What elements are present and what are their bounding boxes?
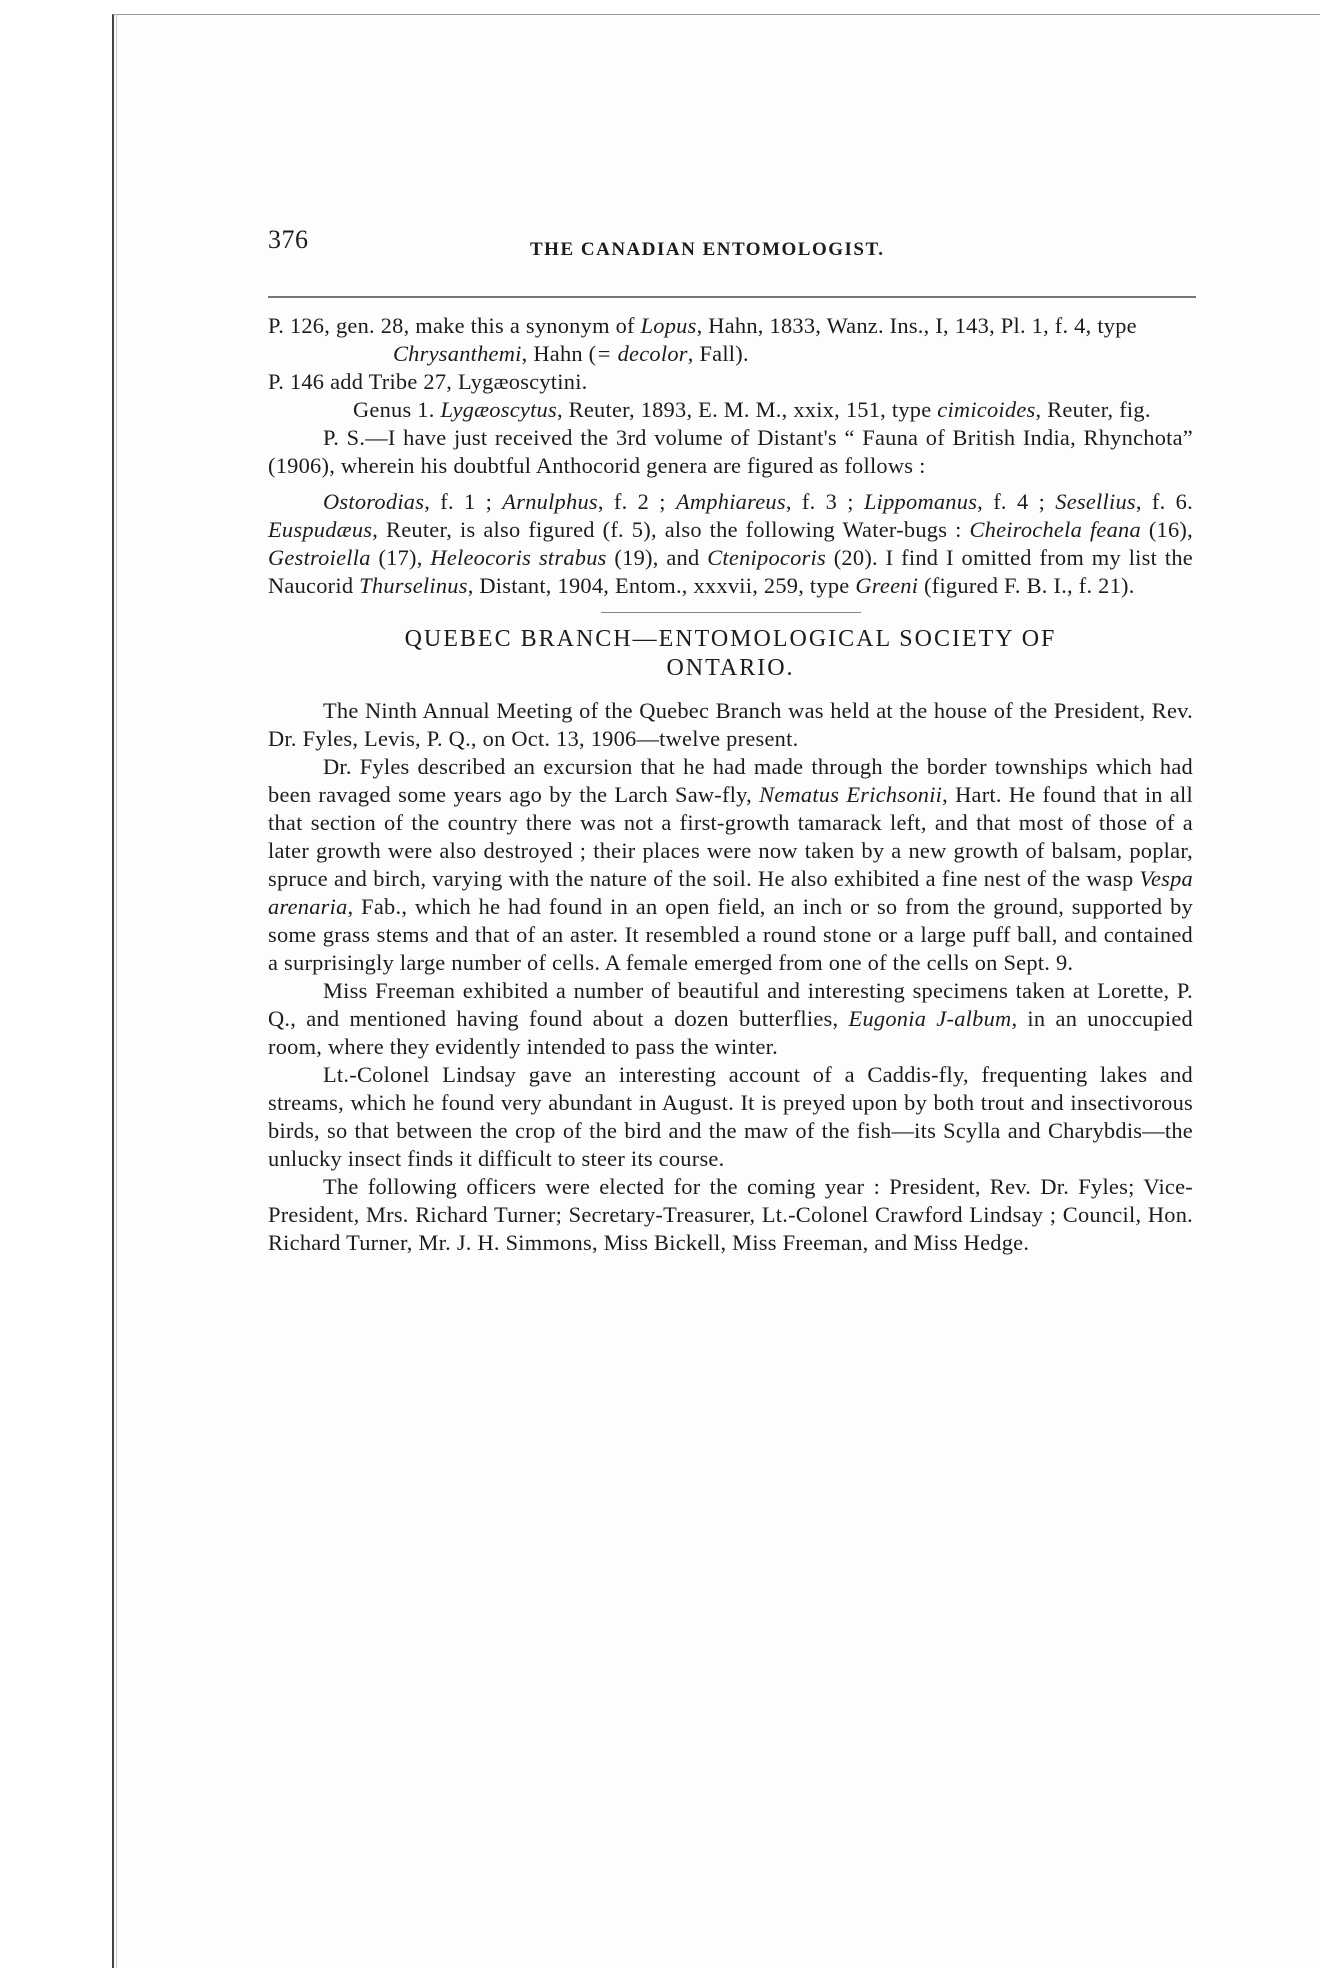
article-paragraph: Dr. Fyles described an excursion that he had made through the border townships which had been ravaged some years ago by the Larch Saw-fly, Nematus Erichsonii, Hart. He found that in all that section of the country there was not a first-growth tamarack left, and that most of those of a later growth were also destroyed ; their places were now taken by a new growth of balsam, poplar, spruce and birch, varying with the nature of the soil. He also exhibited a fine nest of the wasp Vespa arenaria, Fab., which he had found in an open field, an inch or so from the ground, supported by some grass stems and that of an aster. It resembled a round stone or a large puff ball, and contained a surprisingly large number of cells. A female emerged from one of the cells on Sept. 9.: [268, 754, 1193, 975]
article-heading: QUEBEC BRANCH—ENTOMOLOGICAL SOCIETY OF ONTARIO.: [404, 626, 1057, 681]
section-divider: [601, 612, 861, 613]
article-paragraph: Miss Freeman exhibited a number of beautiful and interesting specimens taken at Lorette, P. Q., and mentioned having found about a dozen butterflies, Eugonia J-album, in an unoccupied room, where they evidently intended to pass the winter.: [268, 978, 1193, 1059]
species-name: Eugonia J-album: [848, 1006, 1012, 1031]
page-body: [268, 312, 1193, 1257]
note-genera-list: Ostorodias, f. 1 ; Arnulphus, f. 2 ; Amphiareus, f. 3 ; Lippomanus, f. 4 ; Sesellius, f. 6. Euspudæus, Reuter, is also figured (f. 5), also the following Water-bugs : Cheirochela feana (16), Gestroiella (17), Heleocoris strabus (19), and Ctenipocoris (20). I find I omitted from my list the Naucorid Thurselinus, Distant, 1904, Entom., xxxvii, 259, type Greeni (figured F. B. I., f. 21).: [268, 489, 1193, 598]
header-rule: [268, 296, 1196, 298]
article-paragraph: The following officers were elected for the coming year : President, Rev. Dr. Fyles; Vice-President, Mrs. Richard Turner; Secretary-Treasurer, Lt.-Colonel Crawford Lindsay ; Council, Hon. Richard Turner, Mr. J. H. Simmons, Miss Bickell, Miss Freeman, and Miss Hedge.: [268, 1174, 1193, 1255]
article-paragraph: Lt.-Colonel Lindsay gave an interesting account of a Caddis-fly, frequenting lakes and streams, which he found very abundant in August. It is preyed upon by both trout and insectivorous birds, so that between the crop of the bird and the maw of the fish—its Scylla and Charybdis—the unlucky insect finds it difficult to steer its course.: [268, 1062, 1193, 1171]
note-postscript: P. S.—I have just received the 3rd volume of Distant's “ Fauna of British India, Rhynchota” (1906), wherein his doubtful Anthocorid genera are figured as follows :: [268, 425, 1193, 478]
page-header: [268, 225, 1198, 275]
article-paragraph: The Ninth Annual Meeting of the Quebec Branch was held at the house of the President, Rev. Dr. Fyles, Levis, P. Q., on Oct. 13, 1906—twelve present.: [268, 698, 1193, 751]
note-p146: P. 146 add Tribe 27, Lygæoscytini.: [268, 369, 588, 394]
note-p126: P. 126, gen. 28, make this a synonym of Lopus, Hahn, 1833, Wanz. Ins., I, 143, Pl. 1, f. 4, type Chrysanthemi, Hahn (= decolor, Fall).: [268, 313, 1137, 366]
page-number: 376: [268, 225, 309, 254]
genus-name: Lygæoscytus: [440, 397, 557, 422]
species-name: Nematus Erichsonii: [759, 782, 943, 807]
note-genus: Genus 1. Lygæoscytus, Reuter, 1893, E. M. M., xxix, 151, type cimicoides, Reuter, fig.: [353, 397, 1151, 422]
species-name: Chrysanthemi: [393, 341, 522, 366]
page-edge-shadow: [116, 14, 117, 1968]
species-name: Vespa arenaria: [268, 866, 1193, 919]
running-title: THE CANADIAN ENTOMOLOGIST.: [530, 239, 885, 260]
genus-name: Lopus: [640, 313, 697, 338]
species-name: cimicoides: [937, 397, 1036, 422]
synonym-name: = decolor: [596, 341, 688, 366]
